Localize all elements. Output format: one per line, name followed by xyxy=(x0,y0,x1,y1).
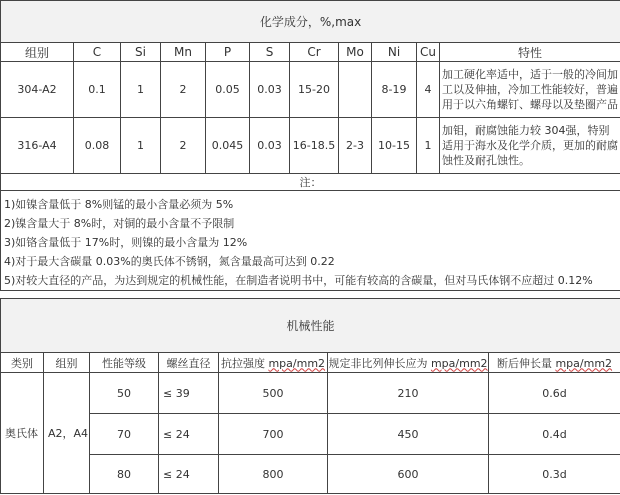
col-header-cr: Cr xyxy=(290,43,339,62)
diameter-cell: ≤ 24 xyxy=(159,414,219,455)
property-class-cell: 80 xyxy=(90,455,159,494)
col-header-diameter: 螺丝直径 xyxy=(159,353,219,373)
col-header-p: P xyxy=(206,43,250,62)
cr-cell: 16-18.5 xyxy=(290,118,339,174)
col-header-property-class: 性能等级 xyxy=(90,353,159,373)
col-header-group: 组别 xyxy=(44,353,90,373)
elongation-unit: mpa/mm2 xyxy=(555,356,613,370)
note-item: 3)如铬含量低于 17%时，则镍的最小含量为 12% xyxy=(4,236,248,249)
note-item: 1)如镍含量低于 8%则锰的最小含量必须为 5% xyxy=(4,198,234,211)
yield-cell: 600 xyxy=(328,455,489,494)
table-row xyxy=(1,373,620,414)
col-header-mo: Mo xyxy=(339,43,372,62)
table-row xyxy=(1,118,620,174)
elongation-cell: 0.6d xyxy=(489,373,620,414)
mn-cell: 2 xyxy=(161,118,206,174)
si-cell: 1 xyxy=(121,118,161,174)
cu-cell: 1 xyxy=(417,118,440,174)
mechanical-properties-table xyxy=(0,298,620,494)
tensile-cell: 700 xyxy=(219,414,328,455)
diameter-cell: ≤ 39 xyxy=(159,373,219,414)
mech-title: 机械性能 xyxy=(1,299,620,353)
ni-cell: 8-19 xyxy=(372,62,417,118)
yield-cell: 210 xyxy=(328,373,489,414)
note-item: 4)对于最大含碳量 0.03%的奥氏体不锈钢，氮含量最高可达到 0.22 xyxy=(4,255,335,268)
tensile-label: 抗拉强度 xyxy=(220,356,269,370)
tensile-cell: 800 xyxy=(219,455,328,494)
col-header-elongation xyxy=(489,353,620,373)
group-cell: A2，A4 xyxy=(44,373,90,494)
mech-title-row xyxy=(1,299,620,353)
col-header-property: 特性 xyxy=(440,43,620,62)
ni-cell: 10-15 xyxy=(372,118,417,174)
grade-cell: 304-A2 xyxy=(1,62,74,118)
elongation-label: 断后伸长量 xyxy=(496,356,556,370)
elongation-cell: 0.4d xyxy=(489,414,620,455)
mech-header-row xyxy=(1,353,620,373)
col-header-mn: Mn xyxy=(161,43,206,62)
col-header-cu: Cu xyxy=(417,43,440,62)
chem-header-row xyxy=(1,43,620,62)
grade-cell: 316-A4 xyxy=(1,118,74,174)
si-cell: 1 xyxy=(121,62,161,118)
table-row xyxy=(1,414,620,455)
col-header-yield xyxy=(328,353,489,373)
s-cell: 0.03 xyxy=(250,118,290,174)
property-cell: 加钼，耐腐蚀能力较 304强，特别适用于海水及化学介质，更加的耐腐蚀性及耐孔蚀性。 xyxy=(440,118,620,174)
notes-title: 注： xyxy=(1,174,620,191)
mn-cell: 2 xyxy=(161,62,206,118)
col-header-si: Si xyxy=(121,43,161,62)
mo-cell: 2-3 xyxy=(339,118,372,174)
notes-row xyxy=(1,191,620,291)
property-class-cell: 70 xyxy=(90,414,159,455)
property-cell: 加工硬化率适中，适于一般的冷间加工以及伸抽，冷加工性能较好，普遍用于以六角螺钉、螺母以及垫圈产品 xyxy=(440,62,620,118)
col-header-s: S xyxy=(250,43,290,62)
cu-cell: 4 xyxy=(417,62,440,118)
tensile-unit: mpa/mm2 xyxy=(268,356,326,370)
table-row xyxy=(1,455,620,494)
note-item: 5)对较大直径的产品，为达到规定的机械性能，在制造者说明书中，可能有较高的含碳量，但对马氏体钢不应超过 0.12% xyxy=(4,274,593,287)
elongation-cell: 0.3d xyxy=(489,455,620,494)
property-class-cell: 50 xyxy=(90,373,159,414)
cr-cell: 15-20 xyxy=(290,62,339,118)
table-row xyxy=(1,62,620,118)
yield-unit: mpa/mm2 xyxy=(430,356,488,370)
diameter-cell: ≤ 24 xyxy=(159,455,219,494)
tensile-cell: 500 xyxy=(219,373,328,414)
col-header-category: 类别 xyxy=(1,353,44,373)
chem-title-row xyxy=(1,1,620,43)
s-cell: 0.03 xyxy=(250,62,290,118)
p-cell: 0.045 xyxy=(206,118,250,174)
c-cell: 0.08 xyxy=(74,118,121,174)
note-item: 2)镍含量大于 8%时，对铜的最小含量不予限制 xyxy=(4,217,235,230)
mo-cell xyxy=(339,62,372,118)
col-header-ni: Ni xyxy=(372,43,417,62)
col-header-tensile xyxy=(219,353,328,373)
yield-label: 规定非比列伸长应为 xyxy=(328,356,431,370)
yield-cell: 450 xyxy=(328,414,489,455)
notes-title-row xyxy=(1,174,620,191)
notes-block xyxy=(1,191,620,291)
col-header-c: C xyxy=(74,43,121,62)
col-header-grade: 组别 xyxy=(1,43,74,62)
chem-title: 化学成分，%,max xyxy=(1,1,620,43)
p-cell: 0.05 xyxy=(206,62,250,118)
category-cell: 奥氏体 xyxy=(1,373,44,494)
c-cell: 0.1 xyxy=(74,62,121,118)
